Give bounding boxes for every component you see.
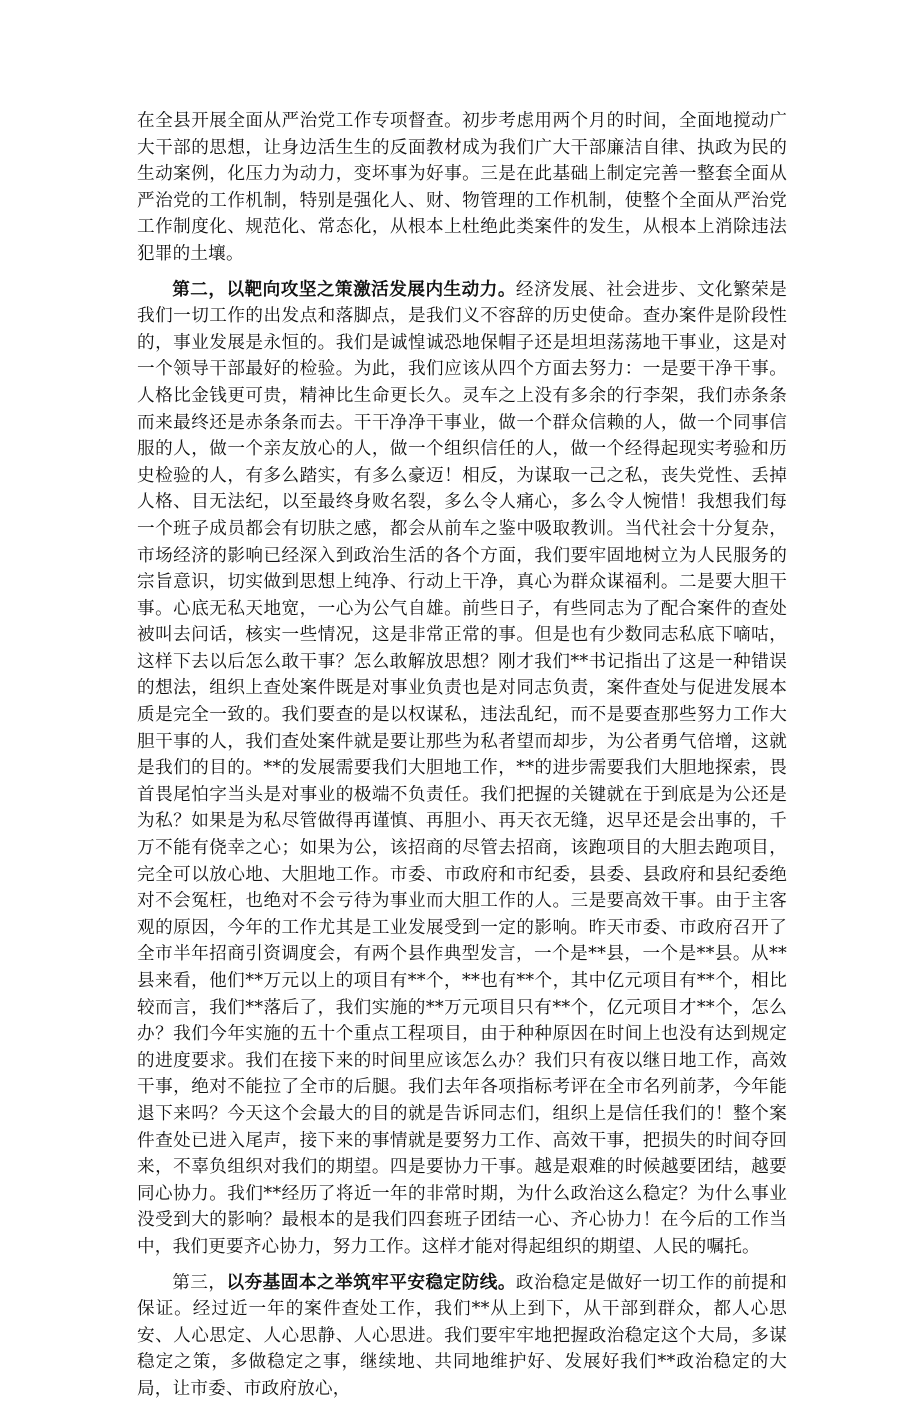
paragraph-3-text: 政治稳定是做好一切工作的前提和保证。经过近一年的案件查处工作，我们**从上到下，从干部到群众，都人心思安、人心思定、人心思静、人心思进。我们要牢牢地把握政治稳定这个大局，多谋稳定之策，多做稳定之事，继续地、共同地维护好、发展好我们**政治稳定的大局，让市委、市政府放心， bbox=[137, 1272, 787, 1399]
paragraph-2 bbox=[137, 277, 787, 1261]
paragraph-3 bbox=[137, 1270, 787, 1403]
paragraph-2-heading: 第二，以靶向攻坚之策激活发展内生动力。 bbox=[172, 278, 516, 300]
paragraph-3-heading: 以夯基固本之举筑牢平安稳定防线。 bbox=[226, 1271, 516, 1293]
document-body bbox=[137, 108, 787, 1403]
paragraph-1 bbox=[137, 108, 787, 268]
paragraph-3-prefix: 第三， bbox=[172, 1272, 227, 1293]
paragraph-1-text: 在全县开展全面从严治党工作专项督查。初步考虑用两个月的时间，全面地搅动广大干部的思想，让身边活生生的反面教材成为我们广大干部廉洁自律、执政为民的生动案例，化压力为动力，变坏事为好事。三是在此基础上制定完善一整套全面从严治党的工作机制，特别是强化人、财、物管理的工作机制，使整个全面从严治党工作制度化、规范化、常态化，从根本上杜绝此类案件的发生，从根本上消除违法犯罪的土壤。 bbox=[137, 111, 787, 264]
paragraph-2-text: 经济发展、社会进步、文化繁荣是我们一切工作的出发点和落脚点，是我们义不容辞的历史使命。查办案件是阶段性的，事业发展是永恒的。我们是诚惶诚恐地保帽子还是坦坦荡荡地干事业，这是对一个领导干部最好的检验。为此，我们应该从四个方面去努力：一是要干净干事。人格比金钱更可贵，精神比生命更长久。灵车之上没有多余的行李架，我们赤条条而来最终还是赤条条而去。干干净净干事业，做一个群众信赖的人，做一个同事信服的人，做一个亲友放心的人，做一个组织信任的人，做一个经得起现实考验和历史检验的人，有多么踏实，有多么豪迈！相反，为谋取一己之私，丧失党性、丢掉人格、目无法纪，以至最终身败名裂，多么令人痛心，多么令人惋惜！我想我们每一个班子成员都会有切肤之感，都会从前车之鉴中吸取教训。当代社会十分复杂，市场经济的影响已经深入到政治生活的各个方面，我们要牢固地树立为人民服务的宗旨意识，切实做到思想上纯净、行动上干净，真心为群众谋福利。二是要大胆干事。心底无私天地宽，一心为公气自雄。前些日子，有些同志为了配合案件的查处被叫去问话，核实一些情况，这是非常正常的事。但是也有少数同志私底下嘀咕，这样下去以后怎么敢干事？怎么敢解放思想？刚才我们**书记指出了这是一种错误的想法，组织上查处案件既是对事业负责也是对同志负责，案件查处与促进发展本质是完全一致的。我们要查的是以权谋私，违法乱纪，而不是要查那些努力工作大胆干事的人，我们查处案件就是要让那些为私者望而却步，为公者勇气倍增，这就是我们的目的。**的发展需要我们大胆地工作，**的进步需要我们大胆地探索，畏首畏尾怕字当头是对事业的极端不负责任。我们把握的关键就在于到底是为公还是为私？如果是为私尽管做得再谨慎、再胆小、再天衣无缝，迟早还是会出事的，千万不能有侥幸之心；如果为公，该招商的尽管去招商，该跑项目的大胆去跑项目，完全可以放心地、大胆地工作。市委、市政府和市纪委，县委、县政府和县纪委绝对不会冤枉，也绝对不会亏待为事业而大胆工作的人。三是要高效干事。由于主客观的原因，今年的工作尤其是工业发展受到一定的影响。昨天市委、市政府召开了全市半年招商引资调度会，有两个县作典型发言，一个是**县，一个是**县。从**县来看，他们**万元以上的项目有**个，**也有**个，其中亿元项目有**个，相比较而言，我们**落后了，我们实施的**万元项目只有**个，亿元项目才**个，怎么办？我们今年实施的五十个重点工程项目，由于种种原因在时间上也没有达到规定的进度要求。我们在接下来的时间里应该怎么办？我们只有夜以继日地工作，高效干事，绝对不能拉了全市的后腿。我们去年各项指标考评在全市名列前茅，今年能退下来吗？今天这个会最大的目的就是告诉同志们，组织上是信任我们的！整个案件查处已进入尾声，接下来的事情就是要努力工作、高效干事，把损失的时间夺回来，不辜负组织对我们的期望。四是要协力干事。越是艰难的时候越要团结，越要同心协力。我们**经历了将近一年的非常时期，为什么政治这么稳定？为什么事业没受到大的影响？最根本的是我们四套班子团结一心、齐心协力！在今后的工作当中，我们更要齐心协力，努力工作。这样才能对得起组织的期望、人民的嘱托。 bbox=[137, 279, 787, 1257]
